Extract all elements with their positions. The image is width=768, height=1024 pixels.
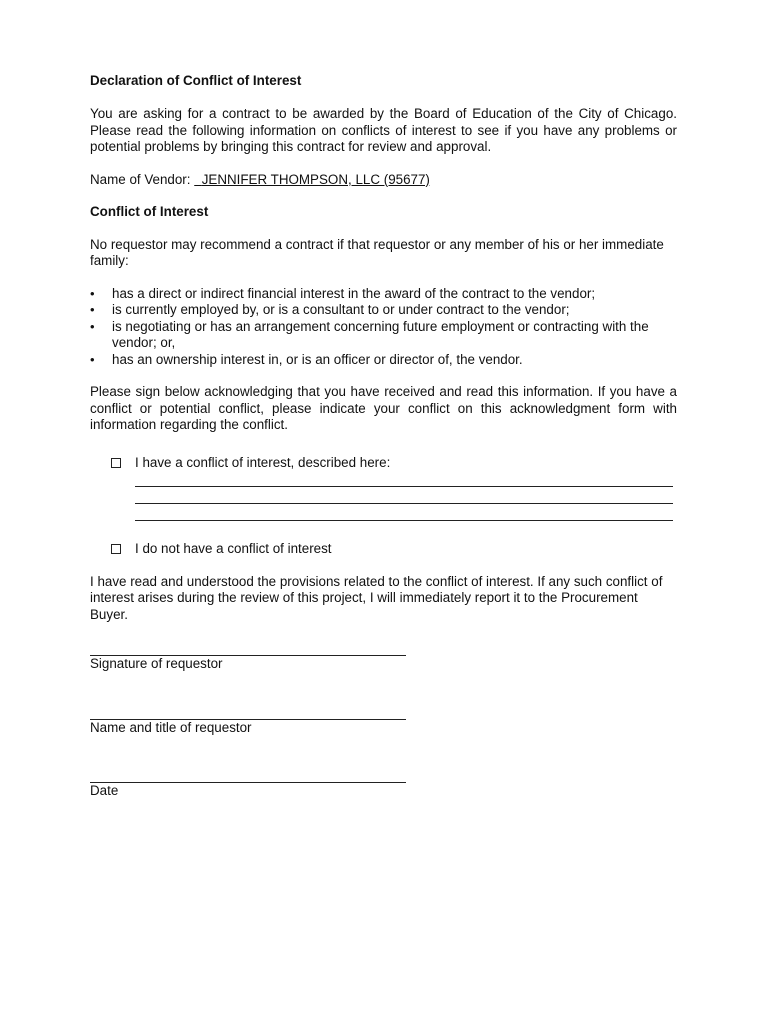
statement-paragraph: I have read and understood the provisions related to the conflict of interest. If any such conflict of interest arises during the review of this project, I will immediately report it to the Procurement Buyer. — [90, 573, 663, 622]
signature-block — [90, 640, 677, 673]
name-title-line[interactable] — [90, 704, 406, 720]
no-conflict-option-label: I do not have a conflict of interest — [135, 541, 332, 556]
conflict-description-line-1[interactable] — [135, 471, 673, 487]
checkbox-icon[interactable] — [111, 458, 121, 468]
acknowledge-paragraph: Please sign below acknowledging that you have received and read this information. If you have a conflict or potential conflict, please indicate your conflict on this acknowledgment form with information regarding the conflict. — [90, 384, 677, 432]
bullet-icon: • — [90, 285, 95, 301]
vendor-row — [90, 172, 677, 189]
list-item-text: has a direct or indirect financial interest in the award of the contract to the vendor; — [112, 285, 596, 301]
declaration-page — [90, 73, 677, 800]
no-conflict-option[interactable] — [111, 541, 677, 558]
list-item — [90, 319, 677, 352]
name-title-block — [90, 704, 677, 737]
bullet-icon: • — [90, 318, 95, 334]
list-item-text: is currently employed by, or is a consultant to or under contract to the vendor; — [112, 302, 570, 317]
intro-paragraph: You are asking for a contract to be awarded by the Board of Education of the City of Chicago. Please read the following information on conflicts of interest to see if you have any problems or potential problems by bringing this contract for review and approval. — [90, 106, 677, 154]
list-item — [90, 286, 677, 303]
signature-label: Signature of requestor — [90, 656, 223, 671]
requestor-rule-paragraph: No requestor may recommend a contract if that requestor or any member of his or her immediate family: — [90, 236, 664, 268]
conflict-option[interactable] — [111, 455, 677, 472]
section-title: Conflict of Interest — [90, 204, 209, 219]
date-label: Date — [90, 783, 119, 798]
conflict-conditions-list — [90, 286, 677, 369]
date-block — [90, 767, 677, 800]
checkbox-icon[interactable] — [111, 544, 121, 554]
signature-line[interactable] — [90, 640, 406, 656]
conflict-description-line-3[interactable] — [135, 504, 673, 521]
list-item-text: is negotiating or has an arrangement concerning future employment or contracting with the vendor; or, — [112, 318, 649, 350]
conflict-option-label: I have a conflict of interest, described here: — [135, 454, 391, 470]
list-item-text: has an ownership interest in, or is an officer or director of, the vendor. — [112, 351, 523, 367]
bullet-icon: • — [90, 302, 95, 317]
date-line[interactable] — [90, 767, 406, 783]
list-item — [90, 352, 677, 369]
vendor-underline-lead — [194, 172, 201, 187]
vendor-name: JENNIFER THOMPSON, LLC (95677) — [201, 171, 430, 187]
bullet-icon: • — [90, 351, 95, 367]
vendor-label: Name of Vendor: — [90, 171, 191, 187]
document-title: Declaration of Conflict of Interest — [90, 73, 302, 88]
conflict-description-line-2[interactable] — [135, 487, 673, 504]
name-title-label: Name and title of requestor — [90, 719, 252, 735]
list-item — [90, 302, 677, 319]
